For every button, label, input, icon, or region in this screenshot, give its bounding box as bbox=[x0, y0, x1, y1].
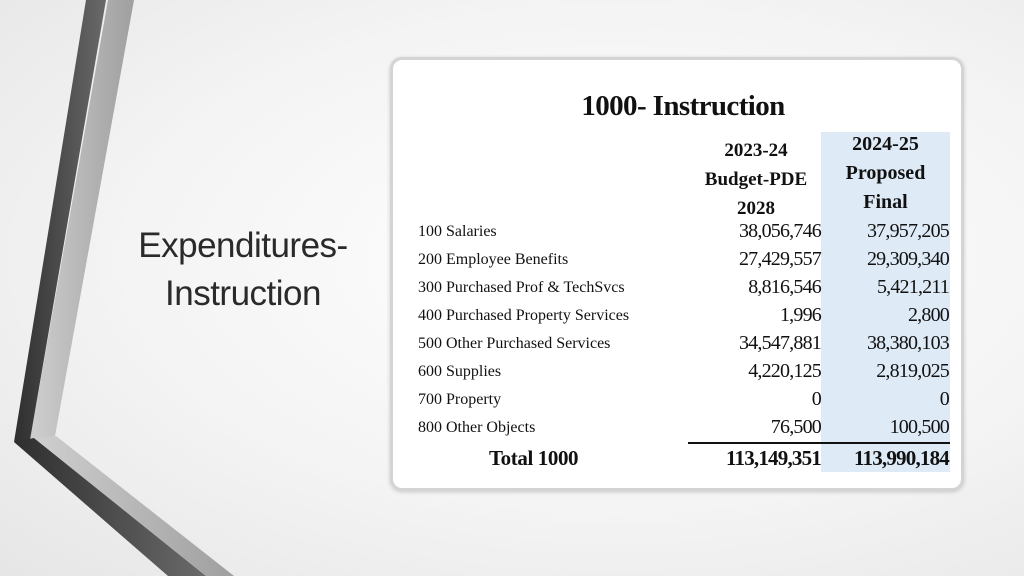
value-2024-25: 37,957,205 bbox=[866, 220, 949, 242]
row-label: 500 Other Purchased Services bbox=[418, 335, 611, 352]
table-row bbox=[393, 220, 967, 248]
column-header-line: 2024-25 bbox=[852, 133, 919, 155]
row-label: 800 Other Objects bbox=[418, 419, 536, 436]
value-2023-24: 27,429,557 bbox=[738, 248, 821, 270]
value-2024-25: 38,380,103 bbox=[866, 332, 949, 354]
row-label: 300 Purchased Prof & TechSvcs bbox=[418, 279, 625, 296]
value-2023-24: 0 bbox=[811, 388, 821, 410]
total-divider bbox=[688, 442, 950, 444]
table-row bbox=[393, 248, 967, 276]
column-header-line: 2023-24 bbox=[724, 140, 788, 161]
budget-table-card bbox=[390, 57, 964, 491]
value-2024-25: 100,500 bbox=[889, 416, 949, 438]
row-label: 400 Purchased Property Services bbox=[418, 307, 630, 324]
value-2024-25: 29,309,340 bbox=[866, 248, 949, 270]
row-label: 700 Property bbox=[418, 391, 502, 408]
stripe-light-bottom bbox=[34, 436, 234, 576]
table-row bbox=[393, 416, 967, 444]
table-row bbox=[393, 360, 967, 388]
slide-title bbox=[118, 222, 368, 318]
value-2023-24: 76,500 bbox=[770, 416, 821, 438]
row-label: 600 Supplies bbox=[418, 363, 502, 380]
value-2024-25: 2,819,025 bbox=[876, 360, 949, 382]
table-row bbox=[393, 276, 967, 304]
row-label: 100 Salaries bbox=[418, 223, 497, 240]
value-2024-25: 5,421,211 bbox=[876, 276, 949, 298]
column-header-line: Budget-PDE bbox=[704, 169, 808, 190]
total-row bbox=[393, 445, 967, 473]
table-title: 1000- Instruction bbox=[581, 90, 785, 122]
table-row bbox=[393, 332, 967, 360]
column-header-2024-25 bbox=[821, 130, 950, 217]
value-2024-25: 2,800 bbox=[907, 304, 949, 326]
column-header-line: 2028 bbox=[737, 198, 775, 219]
slide-title-line-2: Instruction bbox=[165, 274, 321, 313]
table-row bbox=[393, 304, 967, 332]
total-2024-25: 113,990,184 bbox=[853, 446, 949, 470]
value-2023-24: 34,547,881 bbox=[738, 332, 821, 354]
stripe-dark-bottom bbox=[14, 438, 206, 576]
value-2023-24: 8,816,546 bbox=[748, 276, 821, 298]
value-2023-24: 38,056,746 bbox=[738, 220, 821, 242]
value-2023-24: 4,220,125 bbox=[748, 360, 821, 382]
value-2023-24: 1,996 bbox=[779, 304, 821, 326]
slide-title-line-1: Expenditures- bbox=[138, 226, 348, 265]
table-row bbox=[393, 388, 967, 416]
column-header-line: Final bbox=[863, 191, 908, 213]
total-2023-24: 113,149,351 bbox=[725, 446, 821, 470]
column-header-line: Proposed bbox=[845, 162, 926, 184]
value-2024-25: 0 bbox=[939, 388, 949, 410]
column-header-2023-24 bbox=[693, 136, 819, 223]
row-label: 200 Employee Benefits bbox=[418, 251, 569, 268]
total-label: Total 1000 bbox=[489, 446, 579, 470]
